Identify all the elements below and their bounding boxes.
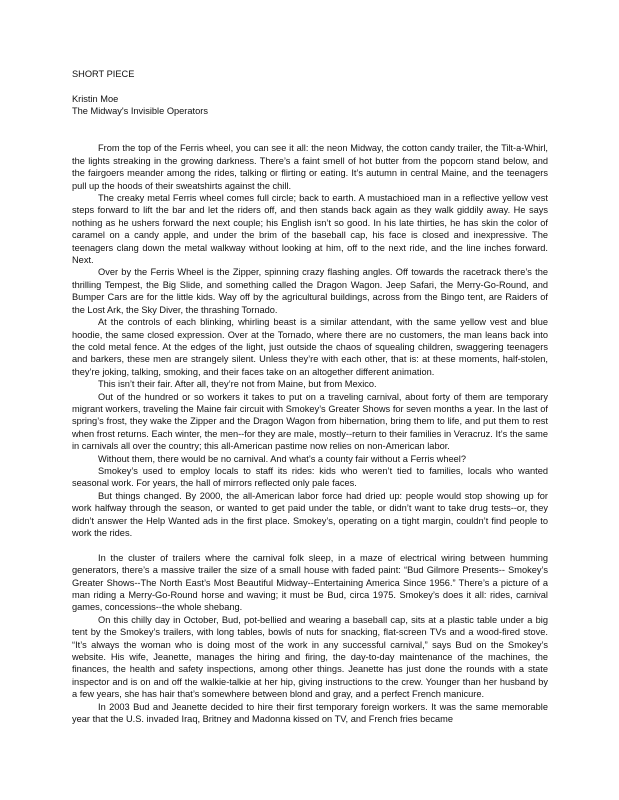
author-name: Kristin Moe (72, 93, 119, 104)
spacer (72, 118, 548, 143)
paragraph-5: This isn’t their fair. After all, they’re not from Maine, but from Mexico. (98, 379, 377, 390)
paragraph-1: From the top of the Ferris wheel, you can see it all: the neon Midway, the cotton candy trailer, the Tilt-a-Whirl, the lights streaking in the growing darkness. There’s a faint smell of hot butter from the popcorn stand below, and the fairgoers meander among the rides, talking or flirting or eating. It’s autumn in central Maine, and the teenagers pull up the hoods of their sweatshirts against the chill. (72, 143, 548, 191)
paragraph-9: But things changed. By 2000, the all-American labor force had dried up: people would stop showing up for work halfway through the season, or wanted to get paid under the table, or didn’t want to take drug tests--or, they didn’t answer the Help Wanted ads in the first place. Smokey’s, operating on a tight margin, couldn’t find people to work the rides. (72, 490, 548, 538)
section-label: SHORT PIECE (72, 69, 135, 79)
article-title: The Midway's Invisible Operators (72, 106, 208, 117)
paragraph-10: In the cluster of trailers where the carnival folk sleep, in a maze of electrical wiring between humming generators, there’s a massive trailer the size of a small house with faded paint: “Bud Gilmore Presents-- Smokey’s Greater Shows--The North East’s Most Beautiful Midway--Entertaining America Since 1956.” There’s a picture of a man riding a Merry-Go-Round horse and waving; it must be Bud, circa 1975. Smokey’s does it all: rides, carnival games, concessions--the whole shebang. (72, 552, 548, 613)
paragraph-6: Out of the hundred or so workers it takes to put on a traveling carnival, about forty of them are temporary migrant workers, traveling the Maine fair circuit with Smokey’s Greater Shows for seven months a year. In the last of spring’s frost, they wake the Zipper and the Dragon Wagon from hibernation, bring them to life, and put them to rest when frost returns. Each winter, the men--for they are male, mostly--return to their families in Veracruz. It’s the same in carnivals all over the country; this all-American pastime now relies on non-American labor. (72, 391, 548, 452)
document-page (72, 68, 548, 725)
paragraph-3: Over by the Ferris Wheel is the Zipper, spinning crazy flashing angles. Off towards the racetrack there’s the thrilling Tempest, the Big Slide, and something called the Dragon Wagon. Jeep Safari, the Merry-Go-Round, and Bumper Cars are for the little kids. Way off by the agricultural buildings, across from the Bingo tent, are Raiders of the Lost Ark, the Sky Diver, the thrashing Tornado. (72, 267, 548, 315)
paragraph-4: At the controls of each blinking, whirling beast is a similar attendant, with the same yellow vest and blue hoodie, the same closed expression. Over at the Tornado, where there are no customers, the man leans back into the cold metal fence. At the edges of the light, just outside the chaos of squealing children, swaggering teenagers and barkers, these men are strangely silent. Unless they’re with each other, that is: at these moments, half-stolen, they’re joking, talking, smoking, and their faces take on an altogether different animation. (72, 317, 548, 377)
paragraph-12: In 2003 Bud and Jeanette decided to hire their first temporary foreign workers. It was the same memorable year that the U.S. invaded Iraq, Britney and Madonna kissed on TV, and French fries became (72, 701, 548, 725)
paragraph-8: Smokey’s used to employ locals to staff its rides: kids who weren’t tied to families, locals who wanted seasonal work. For years, the hall of mirrors reflected only pale faces. (72, 465, 548, 489)
spacer (72, 80, 548, 92)
paragraph-7: Without them, there would be no carnival. And what’s a county fair without a Ferris wheel? (98, 453, 466, 464)
section-break (72, 539, 548, 551)
paragraph-2: The creaky metal Ferris wheel comes full circle; back to earth. A mustachioed man in a reflective yellow vest steps forward to lift the bar and let the riders off, and then stands back again as they walk giddily away. He says nothing as he ushers forward the next couple; his English isn’t so good. In his late thirties, he has skin the color of caramel on a candy apple, and under the brim of the baseball cap, his face is closed and inexpressive. The teenagers clang down the metal walkway without looking at him, off to the next ride, and the line inches forward. Next. (72, 193, 548, 266)
paragraph-11: On this chilly day in October, Bud, pot-bellied and wearing a baseball cap, sits at a plastic table under a big tent by the Smokey’s trailers, with long tables, bowls of nuts for snacking, flat-screen TVs and a wood-fired stove. “It’s always the woman who is doing most of the work in any successful carnival,” says Bud on the Smokey’s website. His wife, Jeanette, manages the hiring and firing, the day-to-day maintenance of the machines, the finances, the health and safety inspections, among other things. Jeanette has just done the rounds with a state inspector and is on and off the walkie-talkie at her hip, giving instructions to the crew. Younger than her husband by a few years, she has hair that’s somewhere between blond and gray, and a perfect French manicure. (72, 614, 548, 700)
